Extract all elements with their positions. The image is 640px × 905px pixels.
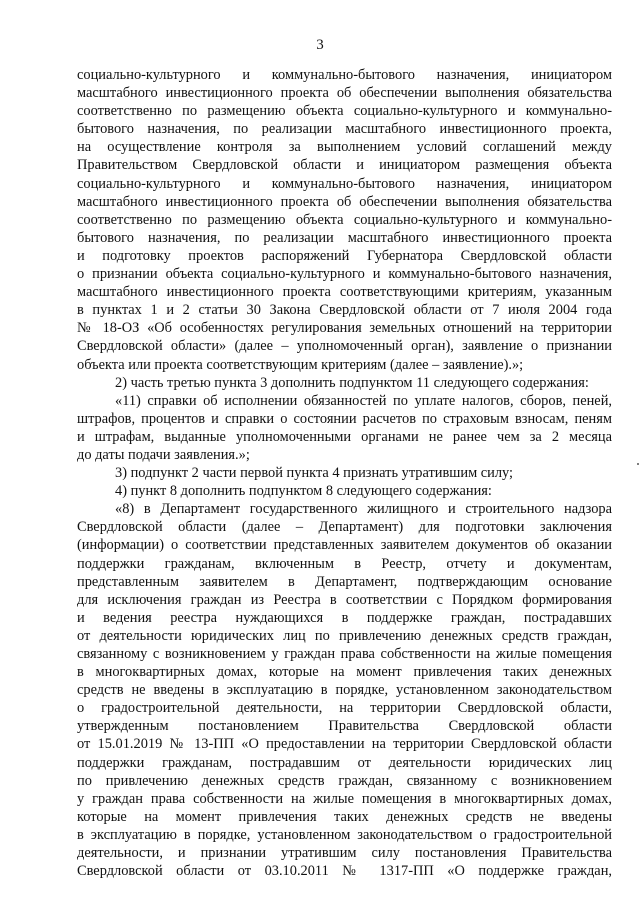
text-line: 3) подпункт 2 части первой пункта 4 признать утратившим силу; [115,465,514,482]
text-line: масштабного инвестиционного проекта об обеспечении выполнения обязательства [77,193,612,210]
text-line: средств не введены в эксплуатацию в порядке, установленном законодательством [77,682,612,699]
margin-mark [637,463,639,465]
text-line: поддержки гражданам, включенным в Реестр, отчету и документам, [77,555,612,572]
text-line: штрафов, процентов и справки о состоянии расчетов по страховым взносам, пеням [77,410,612,427]
text-line: и ведения реестра нуждающихся в поддержке граждан, пострадавших [77,609,612,626]
page-number: 3 [316,37,324,53]
text-line: бытового назначения, по реализации масштабного инвестиционного проекта, [77,121,612,138]
text-line: о градостроительной деятельности, на территории Свердловской области, [77,700,612,717]
text-line: по привлечению денежных средств граждан, связанному с возникновением [77,772,612,789]
text-line: от 15.01.2019 № 13-ПП «О предоставлении на территории Свердловской области [77,736,612,753]
text-line: Свердловской области (далее – Департамент) для подготовки заключения [77,519,612,536]
text-line: соответственно по размещению объекта социально-культурного и коммунально- [77,211,612,228]
text-line: у граждан права собственности на жилые помещения в многоквартирных домах, [77,790,612,807]
text-line: на осуществление контроля за выполнением условий соглашений между [77,139,612,156]
text-line: Свердловской области» (далее – уполномоченный орган), заявление о признании [77,338,612,355]
text-line: поддержки гражданам, пострадавшим от деятельности юридических лиц [77,754,612,771]
text-line: 2) часть третью пункта 3 дополнить подпунктом 11 следующего содержания: [115,374,589,391]
text-line: в многоквартирных домах, которые на момент привлечения таких денежных [77,664,612,681]
text-line: до даты подачи заявления.»; [77,446,250,463]
text-line: для исключения граждан из Реестра в соответствии с Порядком формирования [77,591,612,608]
text-line: о признании объекта социально-культурного и коммунально-бытового назначения, [77,266,612,283]
text-line: социально-культурного и коммунально-бытового назначения, инициатором [77,67,612,83]
text-line: утвержденным постановлением Правительства Свердловской области [77,718,612,735]
text-line: представленным заявителем в Департамент, подтверждающим основание [77,573,612,590]
text-line: «8) в Департамент государственного жилищного и строительного надзора [115,501,612,518]
text-line: деятельности, и признании утратившим силу постановления Правительства [77,845,612,862]
text-line: № 18-ОЗ «Об особенностях регулирования земельных отношений на территории [77,320,612,337]
text-line: которые на момент привлечения таких денежных средств не введены [77,808,612,825]
text-line: объекта или проекта соответствующим критериям (далее – заявление).»; [77,356,524,373]
text-line: Свердловской области от 03.10.2011 № 1317-ПП «О поддержке граждан, [77,863,612,880]
text-line: от деятельности юридических лиц по привлечению денежных средств граждан, [77,627,612,644]
text-line: в пунктах 1 и 2 статьи 30 Закона Свердловской области от 7 июля 2004 года [77,302,612,319]
text-line: 4) пункт 8 дополнить подпунктом 8 следующего содержания: [115,483,492,500]
text-line: и штрафам, выданные уполномоченными органами не ранее чем за 2 месяца [77,428,612,445]
text-line: масштабного инвестиционного проекта об обеспечении выполнения обязательства [77,85,612,102]
document-body [77,66,612,880]
text-line: и подготовку проектов распоряжений Губернатора Свердловской области [77,247,612,264]
text-line: связанному с возникновением у граждан права собственности на жилые помещения [77,646,612,662]
text-line: соответственно по размещению объекта социально-культурного и коммунально- [77,103,612,120]
text-line: бытового назначения, по реализации масштабного инвестиционного проекта [77,229,612,246]
text-line: «11) справки об исполнении обязанностей по уплате налогов, сборов, пеней, [115,392,612,409]
text-line: масштабного инвестиционного проекта соответствующими критериям, указанным [77,284,612,301]
text-line: Правительством Свердловской области и инициатором размещения объекта [77,157,612,174]
text-line: (информации) о соответствии представленных заявителем документов об оказании [77,537,612,554]
text-line: социально-культурного и коммунально-бытового назначения, инициатором [77,175,612,192]
text-line: в эксплуатацию в порядке, установленном законодательством о градостроительной [77,826,612,843]
